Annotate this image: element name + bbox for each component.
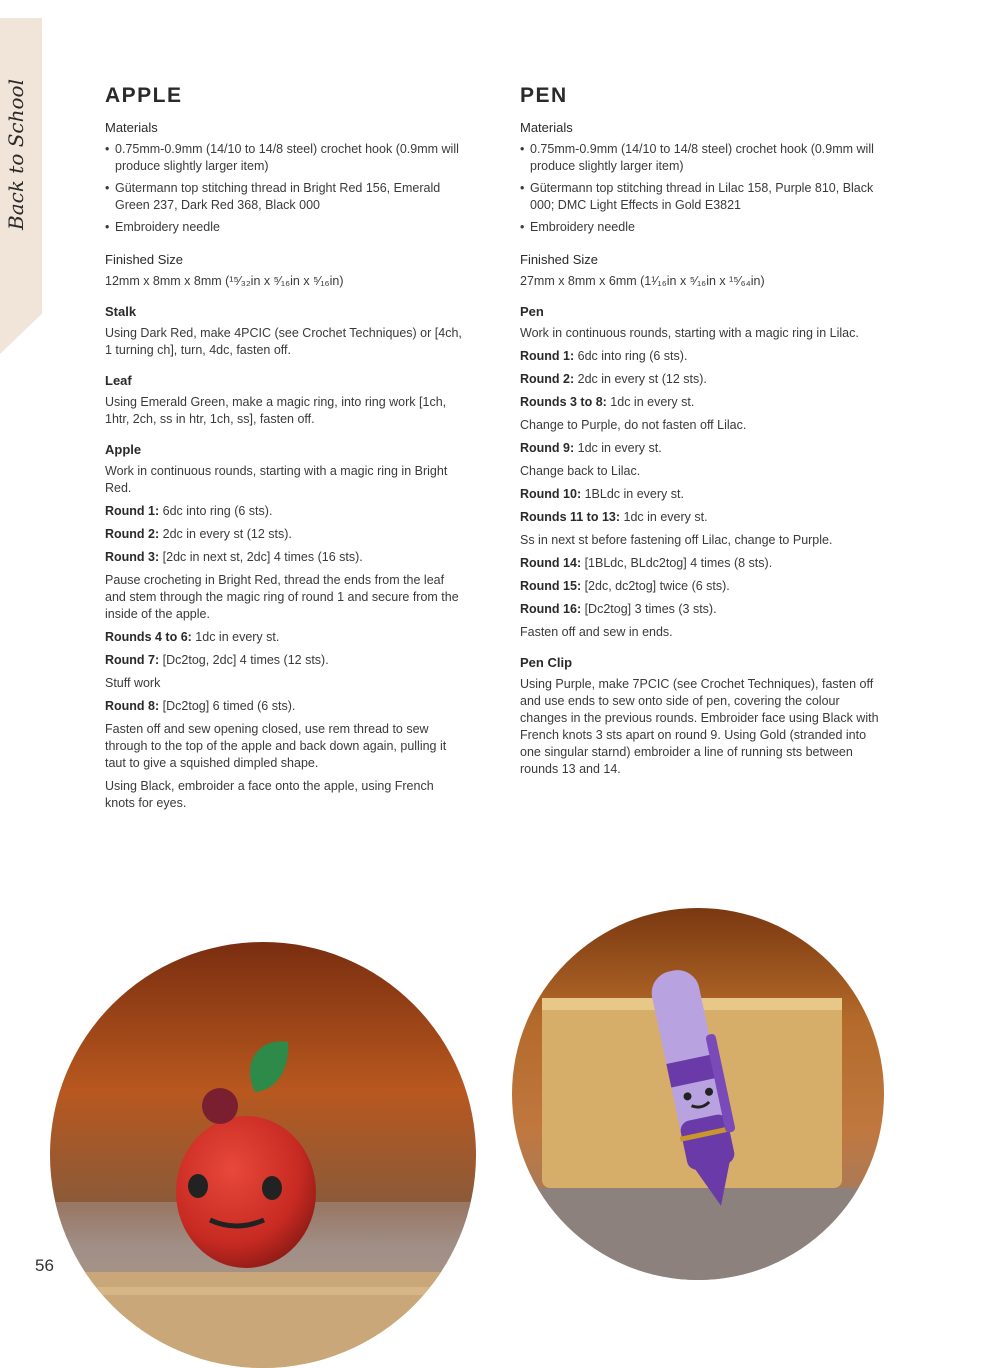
round-text: 1BLdc in every st. bbox=[581, 487, 684, 501]
round-label: Round 15: bbox=[520, 579, 582, 593]
round-label: Round 9: bbox=[520, 441, 575, 455]
round-label: Round 1: bbox=[105, 504, 160, 518]
round-text: 1dc in every st. bbox=[606, 395, 695, 409]
pen-round-16 bbox=[520, 601, 880, 618]
apple-stuff-text: Stuff work bbox=[105, 676, 161, 690]
pen-round-3-8 bbox=[520, 394, 880, 411]
round-text: [2dc, dc2tog] twice (6 sts). bbox=[581, 579, 730, 593]
pen-clip-heading: Pen Clip bbox=[520, 655, 573, 670]
apple-face-text: Using Black, embroider a face onto the apple, using French knots for eyes. bbox=[105, 779, 434, 810]
pen-intro: Work in continuous rounds, starting with a magic ring in Lilac. bbox=[520, 326, 859, 340]
pen-round-10 bbox=[520, 486, 880, 503]
pen-clip-text: Using Purple, make 7PCIC (see Crochet Techniques), fasten off and use ends to sew onto side of pen, covering the colour changes in the previous rounds. Embroider face using Black with French knots 3 sts apart on round 9. Using Gold (stranded into one singular starnd) embroider a line of running sts between rounds 13 and 14. bbox=[520, 677, 879, 776]
apple-round-7 bbox=[105, 652, 465, 669]
pen-size-heading: Finished Size bbox=[520, 252, 599, 267]
list-item: • Embroidery needle bbox=[105, 219, 465, 236]
round-text: 1dc in every st. bbox=[191, 630, 280, 644]
pen-heading: Pen bbox=[520, 304, 544, 319]
round-label: Round 3: bbox=[105, 550, 160, 564]
list-item: • Gütermann top stitching thread in Bright Red 156, Emerald Green 237, Dark Red 368, Black 000 bbox=[105, 180, 465, 214]
round-label: Rounds 3 to 8: bbox=[520, 395, 607, 409]
round-label: Rounds 11 to 13: bbox=[520, 510, 621, 524]
apple-title: APPLE bbox=[105, 84, 183, 107]
apple-size-heading: Finished Size bbox=[105, 252, 184, 267]
round-text: [Dc2tog, 2dc] 4 times (12 sts). bbox=[159, 653, 329, 667]
apple-materials-heading: Materials bbox=[105, 120, 158, 135]
pen-size-text: 27mm x 8mm x 6mm (1¹⁄₁₆in x ⁵⁄₁₆in x ¹⁵⁄₆₄in) bbox=[520, 274, 765, 288]
round-text: [2dc in next st, 2dc] 4 times (16 sts). bbox=[159, 550, 363, 564]
pen-ss-text: Ss in next st before fastening off Lilac, change to Purple. bbox=[520, 533, 833, 547]
pen-title: PEN bbox=[520, 84, 568, 107]
round-label: Round 7: bbox=[105, 653, 160, 667]
apple-round-3 bbox=[105, 549, 465, 566]
list-item: • 0.75mm-0.9mm (14/10 to 14/8 steel) crochet hook (0.9mm will produce slightly larger item) bbox=[520, 141, 880, 175]
round-text: 1dc in every st. bbox=[620, 510, 708, 524]
apple-fasten-text: Fasten off and sew opening closed, use rem thread to sew through to the top of the apple and back down again, pulling it taut to give a squished dimpled shape. bbox=[105, 722, 447, 770]
apple-photo bbox=[50, 942, 476, 1368]
pen-round-14 bbox=[520, 555, 880, 572]
round-label: Rounds 4 to 6: bbox=[105, 630, 192, 644]
stalk-text: Using Dark Red, make 4PCIC (see Crochet Techniques) or [4ch, 1 turning ch], turn, 4dc, fasten off. bbox=[105, 326, 462, 357]
round-label: Round 2: bbox=[520, 372, 575, 386]
round-text: [1BLdc, BLdc2tog] 4 times (8 sts). bbox=[581, 556, 773, 570]
apple-materials-list bbox=[105, 141, 465, 236]
apple-heading: Apple bbox=[105, 442, 142, 457]
apple-photo-illustration bbox=[50, 942, 476, 1368]
apple-intro: Work in continuous rounds, starting with a magic ring in Bright Red. bbox=[105, 464, 448, 495]
round-label: Round 14: bbox=[520, 556, 582, 570]
round-text: 2dc in every st (12 sts). bbox=[159, 527, 292, 541]
pen-change-purple: Change to Purple, do not fasten off Lilac. bbox=[520, 418, 747, 432]
round-label: Round 16: bbox=[520, 602, 582, 616]
leaf-text: Using Emerald Green, make a magic ring, into ring work [1ch, 1htr, 2ch, ss in htr, 1ch, ss], fasten off. bbox=[105, 395, 447, 426]
round-label: Round 10: bbox=[520, 487, 582, 501]
apple-round-8 bbox=[105, 698, 465, 715]
pen-fasten-text: Fasten off and sew in ends. bbox=[520, 625, 673, 639]
pen-materials-list bbox=[520, 141, 880, 236]
round-text: [Dc2tog] 6 timed (6 sts). bbox=[159, 699, 296, 713]
pen-photo-illustration bbox=[512, 908, 884, 1280]
pen-materials-heading: Materials bbox=[520, 120, 573, 135]
round-text: 1dc in every st. bbox=[574, 441, 662, 455]
pen-round-2 bbox=[520, 371, 880, 388]
list-item: • 0.75mm-0.9mm (14/10 to 14/8 steel) crochet hook (0.9mm will produce slightly larger item) bbox=[105, 141, 465, 175]
pen-column bbox=[520, 84, 880, 784]
pen-change-lilac: Change back to Lilac. bbox=[520, 464, 641, 478]
page-number: 56 bbox=[35, 1256, 54, 1275]
list-item: • Embroidery needle bbox=[520, 219, 880, 236]
pen-round-1 bbox=[520, 348, 880, 365]
apple-pause-text: Pause crocheting in Bright Red, thread the ends from the leaf and stem through the magic ring of round 1 and secure from the inside of the apple. bbox=[105, 573, 459, 621]
round-label: Round 1: bbox=[520, 349, 575, 363]
apple-size-text: 12mm x 8mm x 8mm (¹⁵⁄₃₂in x ⁵⁄₁₆in x ⁵⁄₁₆in) bbox=[105, 274, 344, 288]
pen-round-11-13 bbox=[520, 509, 880, 526]
pen-photo bbox=[512, 908, 884, 1280]
round-label: Round 8: bbox=[105, 699, 160, 713]
stalk-heading: Stalk bbox=[105, 304, 137, 319]
round-text: 2dc in every st (12 sts). bbox=[574, 372, 707, 386]
apple-round-4-6 bbox=[105, 629, 465, 646]
leaf-heading: Leaf bbox=[105, 373, 132, 388]
apple-round-2 bbox=[105, 526, 465, 543]
apple-round-1 bbox=[105, 503, 465, 520]
pen-round-15 bbox=[520, 578, 880, 595]
side-tab-label: Back to School bbox=[4, 79, 28, 230]
list-item: • Gütermann top stitching thread in Lilac 158, Purple 810, Black 000; DMC Light Effects in Gold E3821 bbox=[520, 180, 880, 214]
round-text: [Dc2tog] 3 times (3 sts). bbox=[581, 602, 717, 616]
round-text: 6dc into ring (6 sts). bbox=[574, 349, 688, 363]
round-label: Round 2: bbox=[105, 527, 160, 541]
round-text: 6dc into ring (6 sts). bbox=[159, 504, 273, 518]
apple-column bbox=[105, 84, 465, 818]
pen-round-9 bbox=[520, 440, 880, 457]
